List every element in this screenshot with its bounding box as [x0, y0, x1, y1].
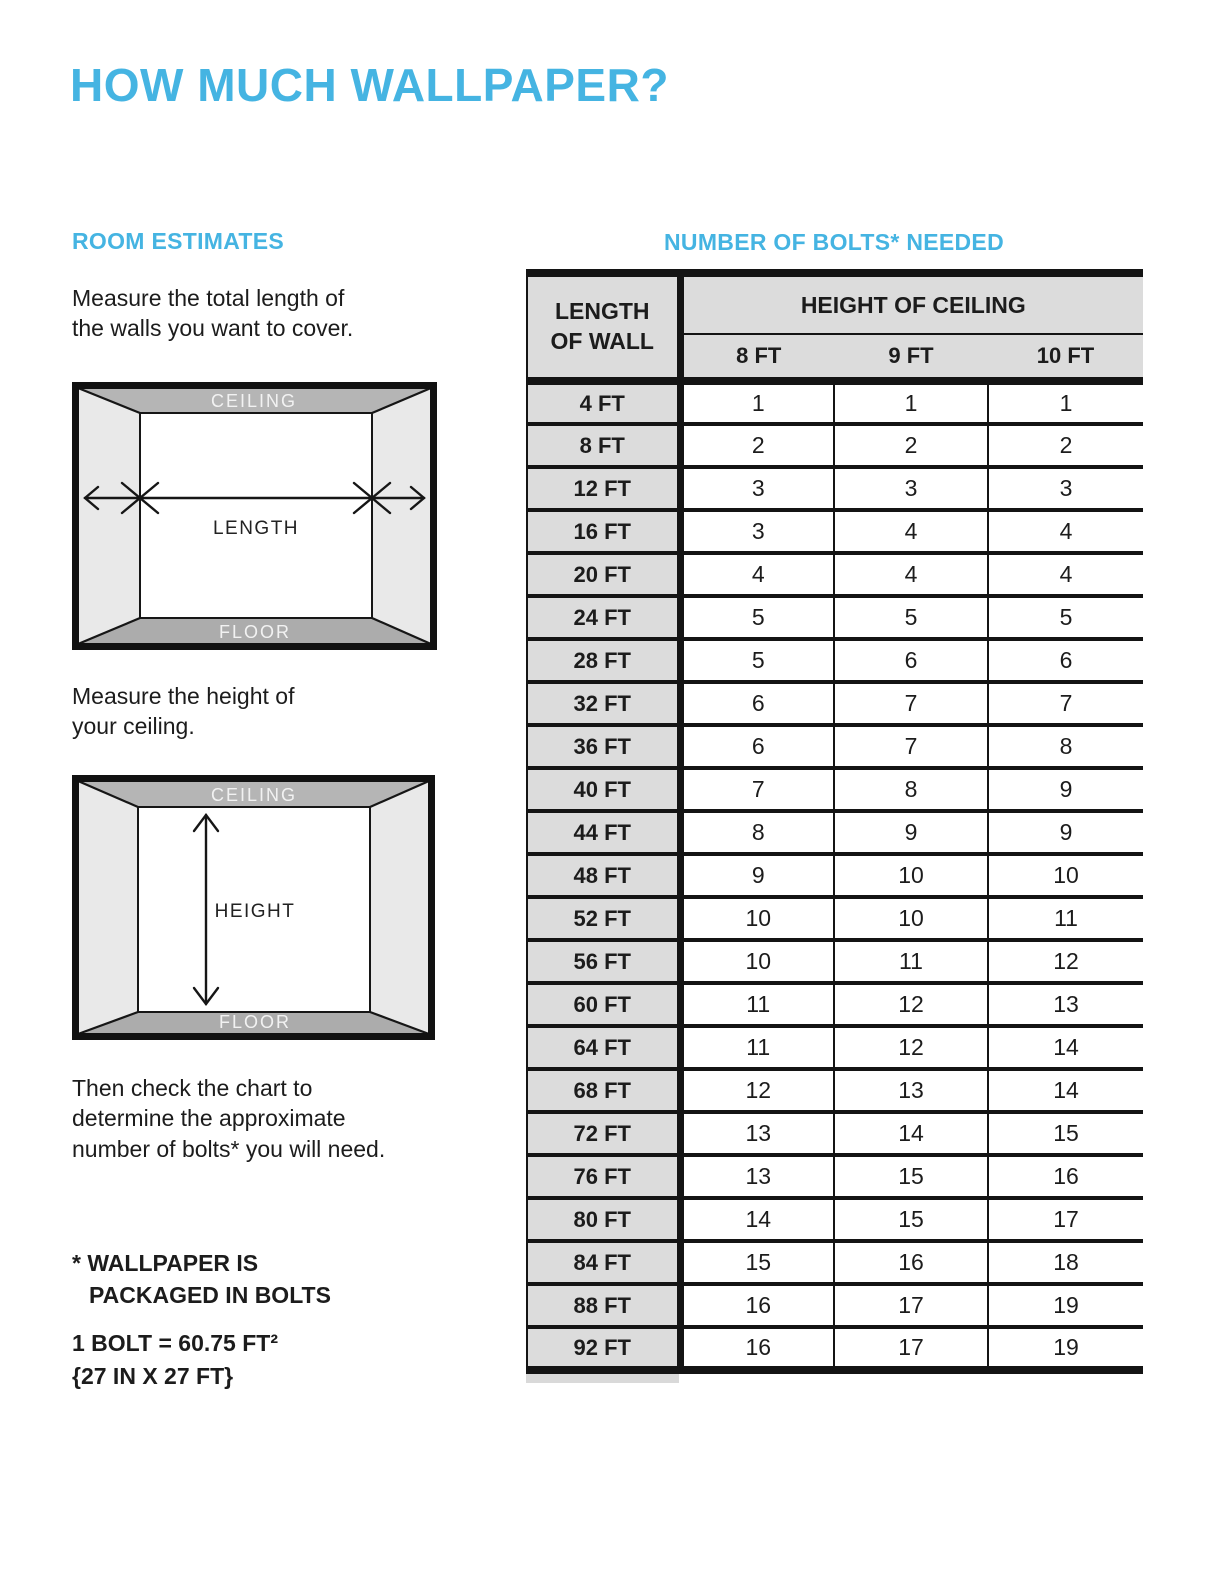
table-row: [527, 553, 1143, 596]
wall-length-cell: 80 FT: [527, 1198, 680, 1241]
wall-length-cell: 56 FT: [527, 940, 680, 983]
bolt-dimensions-fact: {27 IN X 27 FT}: [72, 1363, 234, 1389]
table-bottom-gray-strip: [526, 1374, 679, 1383]
wall-length-cell: 48 FT: [527, 854, 680, 897]
table-row: [527, 1112, 1143, 1155]
table-row: [527, 381, 1143, 424]
bolt-count-cell: 2: [834, 424, 988, 467]
bolt-count-cell: 6: [680, 725, 834, 768]
bolt-count-cell: 15: [988, 1112, 1143, 1155]
wall-length-cell: 8 FT: [527, 424, 680, 467]
bolt-count-cell: 7: [988, 682, 1143, 725]
bolt-count-cell: 3: [988, 467, 1143, 510]
room-length-diagram: [72, 382, 437, 650]
wall-length-cell: 92 FT: [527, 1327, 680, 1370]
col-header-9ft: 9 FT: [834, 334, 988, 381]
wall-length-cell: 52 FT: [527, 897, 680, 940]
table-row: [527, 682, 1143, 725]
bolt-count-cell: 10: [988, 854, 1143, 897]
bolt-count-cell: 11: [834, 940, 988, 983]
bolt-count-cell: 1: [680, 381, 834, 424]
bolt-count-cell: 1: [834, 381, 988, 424]
bolt-count-cell: 4: [988, 553, 1143, 596]
wall-length-cell: 76 FT: [527, 1155, 680, 1198]
bolt-count-cell: 3: [834, 467, 988, 510]
wall-length-cell: 12 FT: [527, 467, 680, 510]
bolt-count-cell: 14: [988, 1026, 1143, 1069]
table-row: [527, 811, 1143, 854]
wall-length-cell: 60 FT: [527, 983, 680, 1026]
wall-length-cell: 72 FT: [527, 1112, 680, 1155]
bolt-count-cell: 15: [834, 1198, 988, 1241]
bolt-count-cell: 4: [834, 553, 988, 596]
wall-length-cell: 20 FT: [527, 553, 680, 596]
bolt-count-cell: 10: [834, 897, 988, 940]
table-row: [527, 768, 1143, 811]
bolt-count-cell: 6: [680, 682, 834, 725]
wall-length-cell: 32 FT: [527, 682, 680, 725]
bolt-count-cell: 5: [988, 596, 1143, 639]
right-wall-face: [372, 388, 431, 644]
bolt-count-cell: 9: [988, 811, 1143, 854]
bolt-count-cell: 6: [834, 639, 988, 682]
table-row: [527, 467, 1143, 510]
length-label: LENGTH: [212, 518, 300, 539]
bolt-count-cell: 13: [680, 1155, 834, 1198]
right-wall-face: [370, 781, 429, 1034]
bolt-count-cell: 17: [834, 1284, 988, 1327]
length-of-wall-header: LENGTH OF WALL: [527, 273, 680, 381]
table-row: [527, 983, 1143, 1026]
bolt-count-cell: 11: [988, 897, 1143, 940]
bolt-count-cell: 5: [680, 596, 834, 639]
bolt-count-cell: 4: [680, 553, 834, 596]
table-row: [527, 725, 1143, 768]
wall-length-cell: 84 FT: [527, 1241, 680, 1284]
wall-length-cell: 16 FT: [527, 510, 680, 553]
wall-length-cell: 44 FT: [527, 811, 680, 854]
table-row: [527, 1327, 1143, 1370]
bolt-count-cell: 19: [988, 1327, 1143, 1370]
bolt-count-cell: 11: [680, 983, 834, 1026]
bolt-count-cell: 17: [834, 1327, 988, 1370]
table-row: [527, 897, 1143, 940]
floor-label: FLOOR: [218, 622, 292, 642]
bolt-count-cell: 2: [680, 424, 834, 467]
bolt-count-cell: 15: [834, 1155, 988, 1198]
bolt-count-cell: 4: [988, 510, 1143, 553]
bolt-count-cell: 7: [834, 682, 988, 725]
table-row: [527, 1155, 1143, 1198]
bolt-count-cell: 12: [988, 940, 1143, 983]
table-row: [527, 424, 1143, 467]
bolt-count-cell: 10: [680, 897, 834, 940]
table-row: [527, 1241, 1143, 1284]
table-row: [527, 1026, 1143, 1069]
wall-length-cell: 28 FT: [527, 639, 680, 682]
bolt-count-cell: 10: [834, 854, 988, 897]
bolt-count-cell: 12: [834, 983, 988, 1026]
bolt-count-cell: 8: [680, 811, 834, 854]
bolts-table-body: [527, 381, 1143, 1370]
wall-length-cell: 40 FT: [527, 768, 680, 811]
instruction-measure-length: Measure the total length of the walls you want to cover.: [72, 285, 354, 342]
bolt-count-cell: 13: [834, 1069, 988, 1112]
table-row: [527, 510, 1143, 553]
bolt-count-cell: 16: [680, 1327, 834, 1370]
instruction-check-chart: Then check the chart to determine the approximate number of bolts* you will need.: [72, 1075, 386, 1162]
bolt-count-cell: 3: [680, 467, 834, 510]
height-label: HEIGHT: [214, 901, 296, 922]
bolt-count-cell: 1: [988, 381, 1143, 424]
bolts-table-title: NUMBER OF BOLTS* NEEDED: [664, 229, 1004, 255]
instruction-measure-height: Measure the height of your ceiling.: [72, 683, 295, 740]
bolt-count-cell: 7: [680, 768, 834, 811]
page-title: HOW MUCH WALLPAPER?: [70, 59, 669, 111]
bolts-footnote: [72, 1247, 331, 1311]
bolt-count-cell: 9: [680, 854, 834, 897]
ceiling-label: CEILING: [210, 785, 298, 805]
bolt-count-cell: 6: [988, 639, 1143, 682]
height-of-ceiling-header: HEIGHT OF CEILING: [680, 273, 1143, 334]
footnote-line1: * WALLPAPER IS: [72, 1250, 259, 1276]
bolt-count-cell: 11: [680, 1026, 834, 1069]
table-row: [527, 1198, 1143, 1241]
bolt-count-cell: 9: [988, 768, 1143, 811]
bolt-count-cell: 4: [834, 510, 988, 553]
col-header-8ft: 8 FT: [680, 334, 834, 381]
bolt-count-cell: 13: [680, 1112, 834, 1155]
bolt-count-cell: 14: [988, 1069, 1143, 1112]
wall-length-cell: 88 FT: [527, 1284, 680, 1327]
table-row: [527, 854, 1143, 897]
bolt-count-cell: 7: [834, 725, 988, 768]
bolt-count-cell: 12: [834, 1026, 988, 1069]
bolt-count-cell: 14: [834, 1112, 988, 1155]
bolt-count-cell: 9: [834, 811, 988, 854]
table-row: [527, 940, 1143, 983]
footnote-line2: PACKAGED IN BOLTS: [89, 1282, 331, 1309]
table-row: [527, 596, 1143, 639]
bolts-table: [526, 269, 1143, 1374]
table-row: [527, 639, 1143, 682]
left-wall-face: [78, 781, 138, 1034]
bolts-table-section: [526, 229, 1142, 1383]
ceiling-label: CEILING: [210, 391, 298, 411]
bolt-count-cell: 17: [988, 1198, 1143, 1241]
room-estimates-heading: ROOM ESTIMATES: [72, 228, 285, 254]
wall-length-cell: 4 FT: [527, 381, 680, 424]
bolt-count-cell: 3: [680, 510, 834, 553]
bolt-count-cell: 16: [988, 1155, 1143, 1198]
bolts-table-header: [527, 273, 1143, 381]
bolt-count-cell: 12: [680, 1069, 834, 1112]
table-row: [527, 1069, 1143, 1112]
wall-length-cell: 36 FT: [527, 725, 680, 768]
bolt-count-cell: 19: [988, 1284, 1143, 1327]
bolt-count-cell: 5: [680, 639, 834, 682]
bolt-count-cell: 8: [988, 725, 1143, 768]
bolt-size-fact: 1 BOLT = 60.75 FT²: [72, 1330, 278, 1356]
floor-label: FLOOR: [218, 1012, 292, 1032]
bolt-count-cell: 2: [988, 424, 1143, 467]
wall-length-cell: 68 FT: [527, 1069, 680, 1112]
bolt-count-cell: 18: [988, 1241, 1143, 1284]
bolt-count-cell: 16: [680, 1284, 834, 1327]
bolt-count-cell: 14: [680, 1198, 834, 1241]
wall-length-cell: 64 FT: [527, 1026, 680, 1069]
bolt-count-cell: 16: [834, 1241, 988, 1284]
left-wall-face: [78, 388, 140, 644]
bolt-count-cell: 13: [988, 983, 1143, 1026]
room-height-diagram: [72, 775, 435, 1040]
back-wall: [140, 413, 372, 618]
bolt-count-cell: 10: [680, 940, 834, 983]
table-row: [527, 1284, 1143, 1327]
wall-length-cell: 24 FT: [527, 596, 680, 639]
bolt-count-cell: 8: [834, 768, 988, 811]
bolt-count-cell: 5: [834, 596, 988, 639]
col-header-10ft: 10 FT: [988, 334, 1143, 381]
bolt-count-cell: 15: [680, 1241, 834, 1284]
